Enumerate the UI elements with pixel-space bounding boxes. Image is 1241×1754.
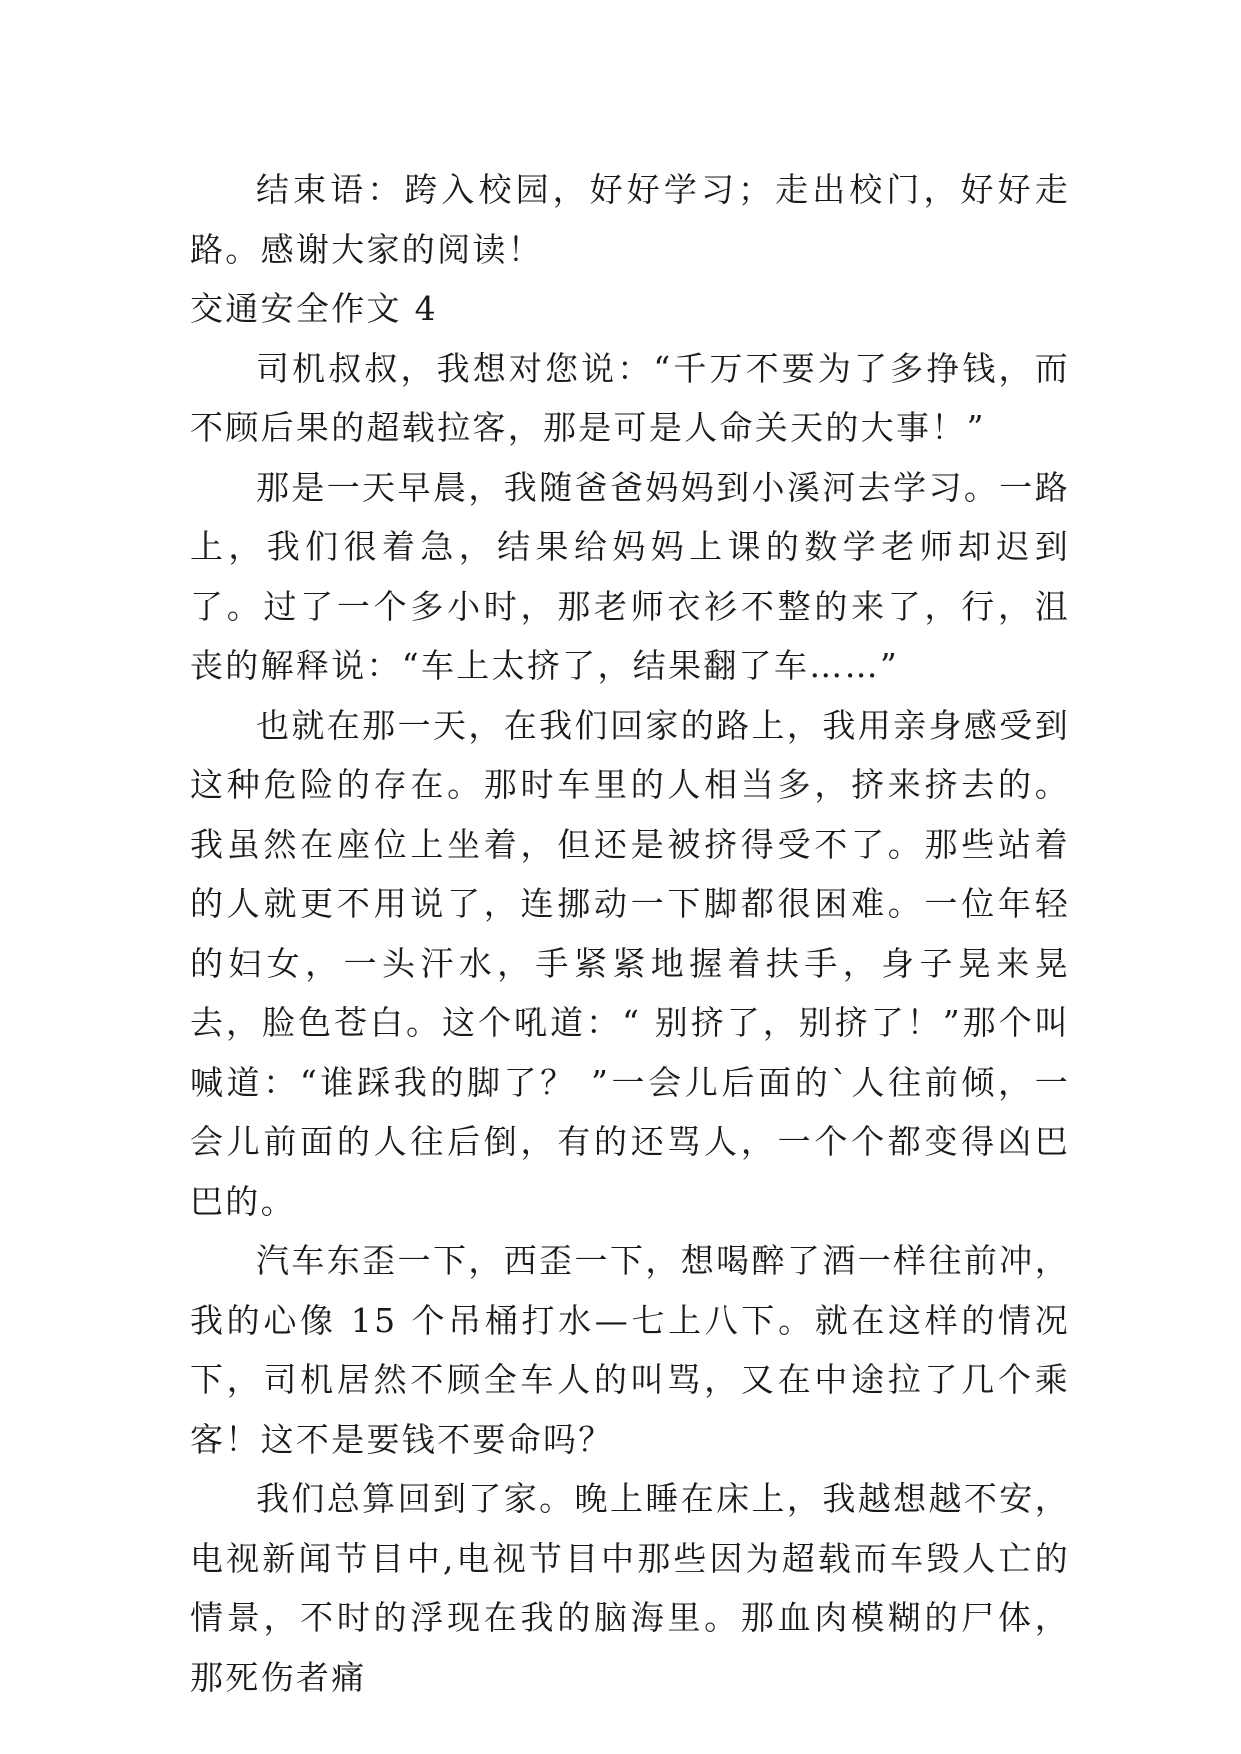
body-paragraph: 汽车东歪一下，西歪一下，想喝醉了酒一样往前冲，我的心像 15 个吊桶打水—七上八下。就在这样的情况下，司机居然不顾全车人的叫骂，又在中途拉了几个乘客！这不是要钱不要命吗？ — [190, 1241, 1070, 1459]
closing-paragraph: 结束语：跨入校园，好好学习；走出校门，好好走路。感谢大家的阅读！ — [190, 170, 1070, 269]
body-paragraph: 那是一天早晨，我随爸爸妈妈到小溪河去学习。一路上，我们很着急，结果给妈妈上课的数学老师却迟到了。过了一个多小时，那老师衣衫不整的来了，行，沮丧的解释说：“车上太挤了，结果翻了车……” — [190, 467, 1070, 685]
body-paragraph: 我们总算回到了家。晚上睡在床上，我越想越不安，电视新闻节目中,电视节目中那些因为超载而车毁人亡的情景，不时的浮现在我的脑海里。那血肉模糊的尸体，那死伤者痛 — [190, 1479, 1070, 1697]
body-paragraph: 也就在那一天，在我们回家的路上，我用亲身感受到这种危险的存在。那时车里的人相当多，挤来挤去的。我虽然在座位上坐着，但还是被挤得受不了。那些站着的人就更不用说了，连挪动一下脚都很困难。一位年轻的妇女，一头汗水，手紧紧地握着扶手，身子晃来晃去，脸色苍白。这个吼道：“ 别挤了，别挤了！”那个叫喊道：“谁踩我的脚了？ ”一会儿后面的`人往前倾，一会儿前面的人往后倒，有的还骂人，一个个都变得凶巴巴的。 — [190, 705, 1070, 1221]
document-body — [190, 160, 1070, 1707]
essay-heading: 交通安全作文 4 — [190, 289, 438, 328]
body-paragraph: 司机叔叔，我想对您说：“千万不要为了多挣钱，而不顾后果的超载拉客，那是可是人命关天的大事！” — [190, 348, 1070, 447]
